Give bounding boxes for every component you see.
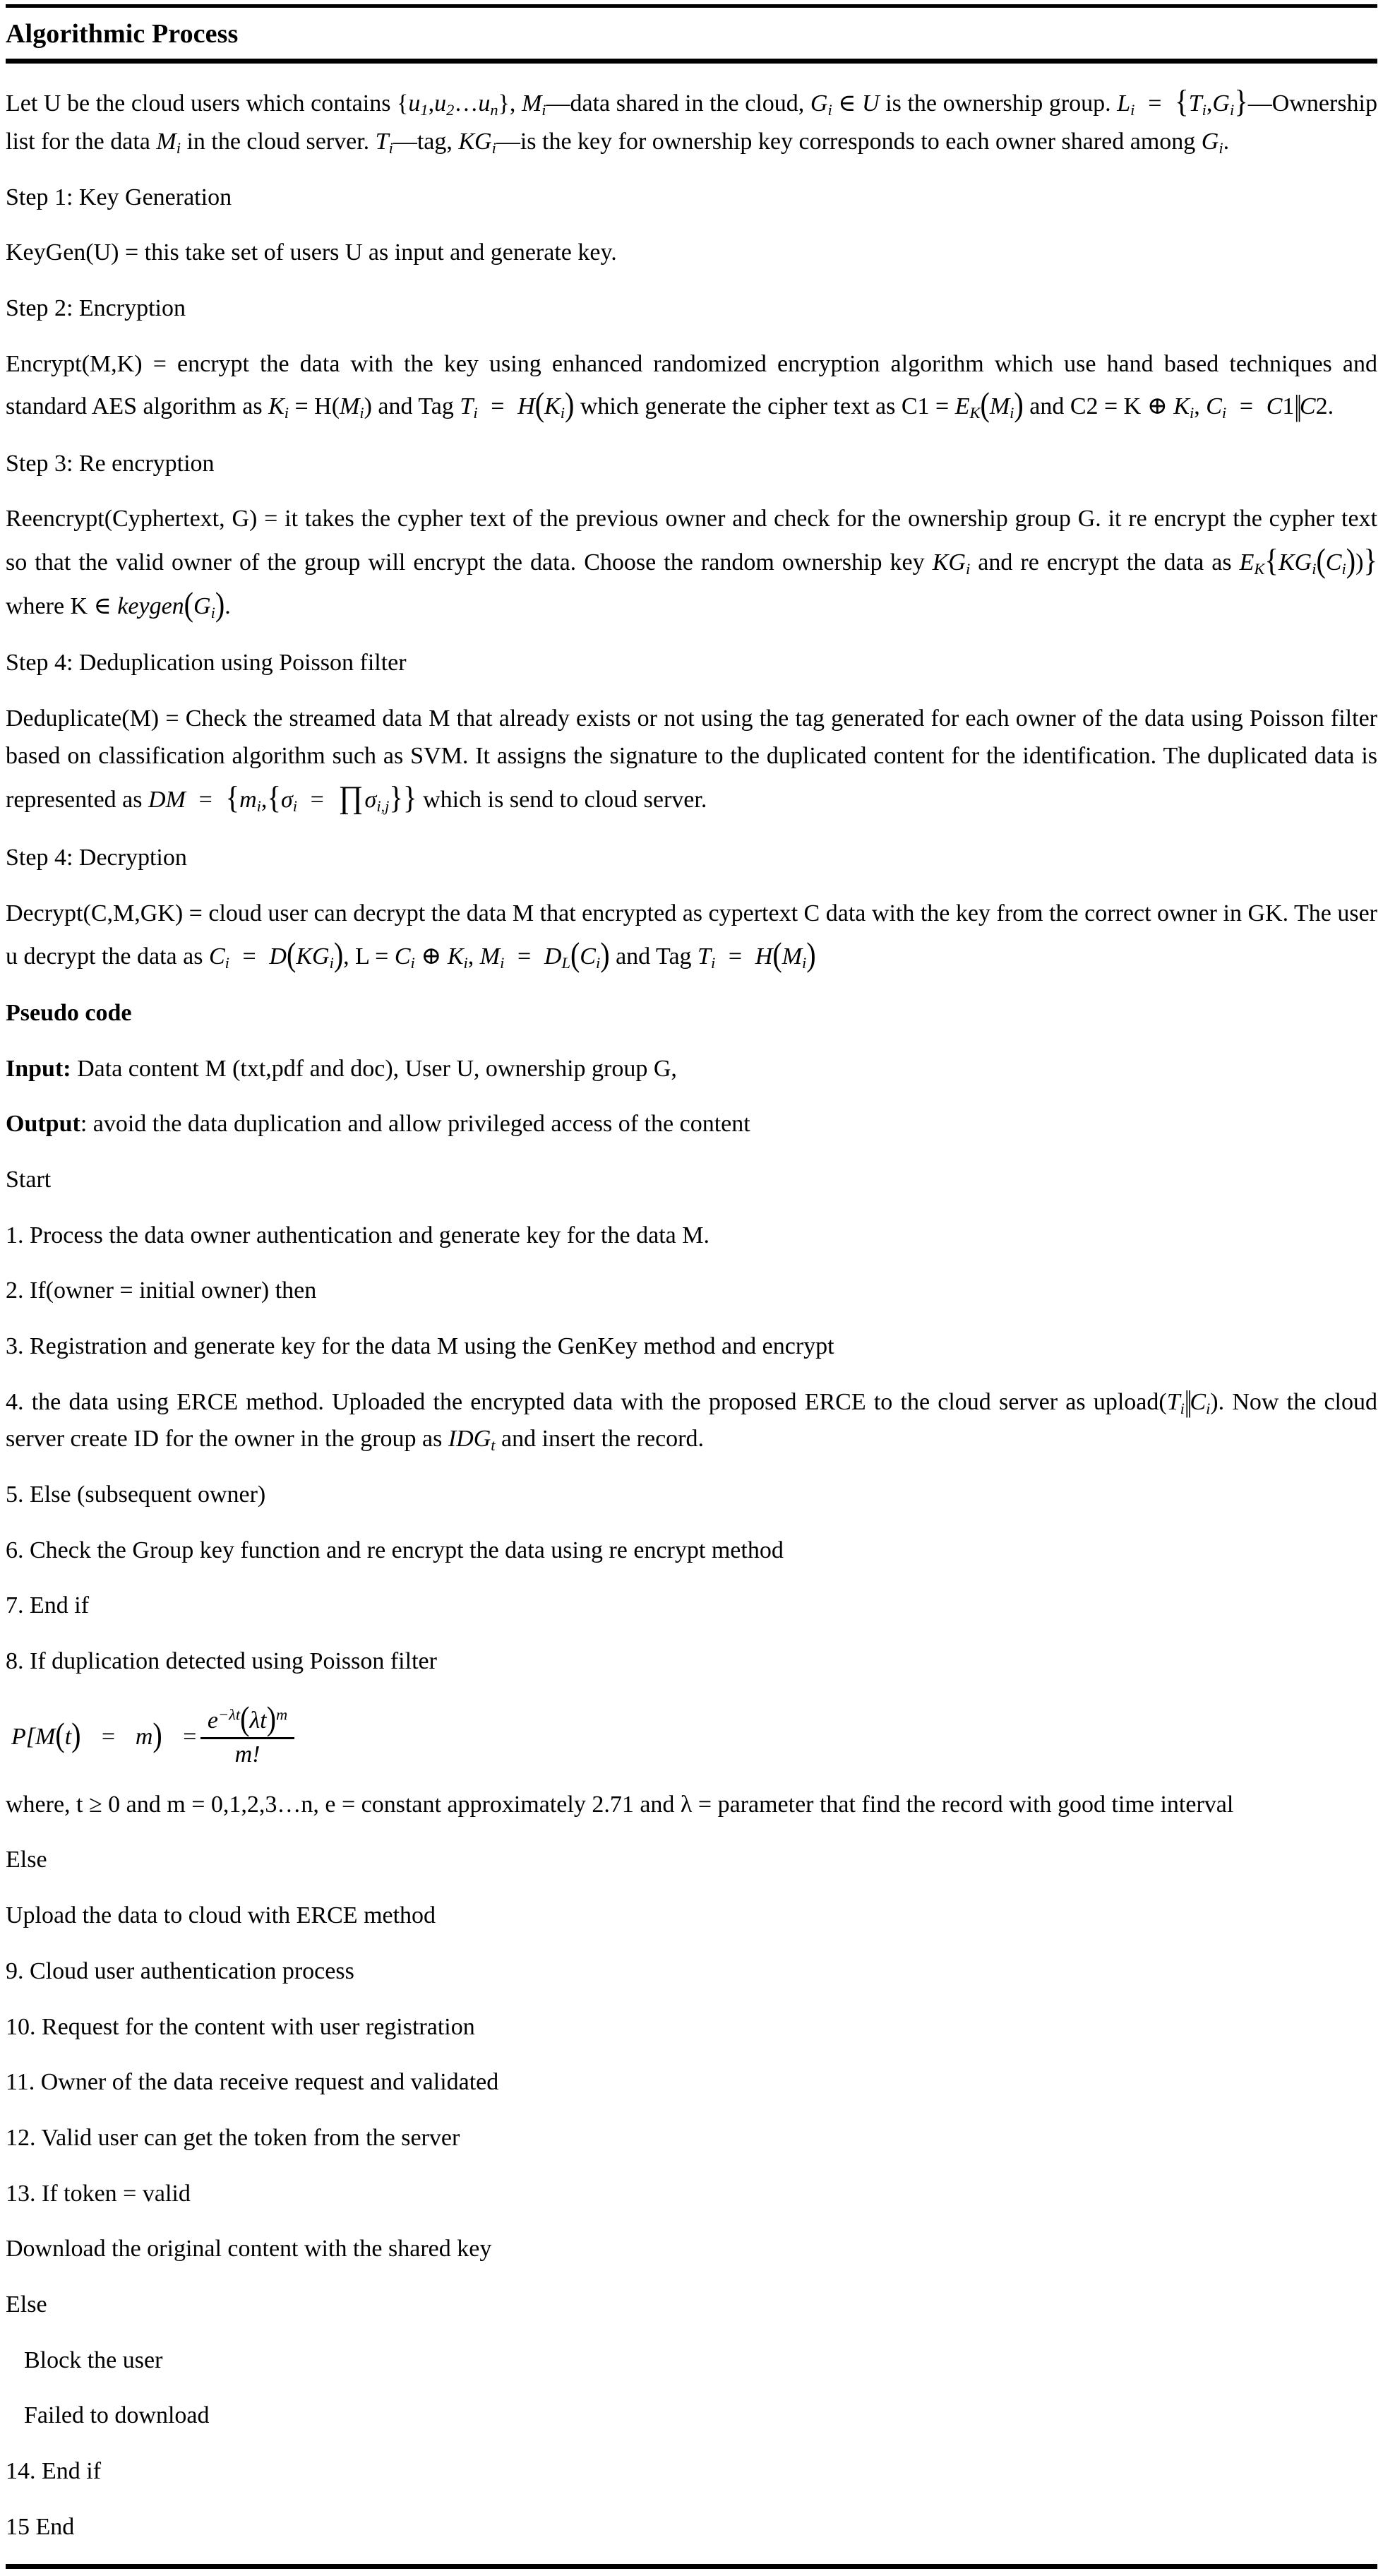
- pseudocode-upload-line: Upload the data to cloud with ERCE method: [6, 1902, 436, 1929]
- algorithm-document-page: [0, 4, 1383, 2569]
- pseudocode-heading: Pseudo code: [6, 999, 132, 1026]
- intro-paragraph: Let U be the cloud users which contains $\{u_1,u_2\dots u_n\}$, $M_i—data$ shared in the cloud, $G_i$ ∈ U is the ownership group. $L_i$ = $\{T_i,G_i\}—Ownership$ list for the data $M_i$ in the cloud server. $T_i—tag$, $KG_i—is$ the key for ownership key corresponds to each owner shared among $G_i$.: [6, 83, 1377, 157]
- step-4-dedup-heading: Step 4: Deduplication using Poisson filter: [6, 650, 407, 676]
- poisson-formula-lhs: P[M(t) = m) =: [11, 1716, 198, 1754]
- step-4-decrypt-heading: Step 4: Decryption: [6, 845, 187, 871]
- pseudocode-line-12: 12. Valid user can get the token from the server: [6, 2124, 460, 2151]
- pseudocode-line-13: 13. If token = valid: [6, 2180, 191, 2207]
- poisson-numerator: $e^{-\lambda t}(\lambda t)^m$: [207, 1699, 288, 1737]
- step-2-body: Encrypt(M,K) = encrypt the data with the key using enhanced randomized encryption algorithm which use hand based techniques and standard AES algorithm as $K_i = H(M_i)$ and Tag $T_i = H(K_i)$ which generate the cipher text as $C1 = E_K(M_i)$ and C2 = K ⊕ $K_i$, $C_i = C1||C2$.: [6, 350, 1377, 424]
- pseudocode-line-4: 4. the data using ERCE method. Uploaded the encrypted data with the proposed ERCE to the cloud server as $upload(T_i||C_i)$. Now the cloud server create ID for the owner in the group as $IDG_t$ and insert the record.: [6, 1385, 1377, 1455]
- output-text: : avoid the data duplication and allow privileged access of the content: [80, 1111, 750, 1138]
- step-1-heading: Step 1: Key Generation: [6, 184, 232, 210]
- pseudocode-else-1: Else: [6, 1847, 47, 1873]
- pseudocode-line-10: 10. Request for the content with user registration: [6, 2013, 475, 2040]
- step-3-body: Reencrypt(Cyphertext, G) = it takes the cypher text of the previous owner and check for the ownership group G. it re encrypt the cypher text so that the valid owner of the group will encrypt the data. Choose the random ownership key $KG_i$ and re encrypt the data as $E_K\{KG_i(C_i))$} where K ∈ $keygen(G_i)$.: [6, 506, 1377, 624]
- pseudocode-download-line: Download the original content with the shared key: [6, 2236, 492, 2262]
- step-1-body: KeyGen(U) = this take set of users U as input and generate key.: [6, 239, 617, 266]
- heading-rule: [6, 59, 1377, 64]
- pseudocode-line-15: 15 End: [6, 2513, 75, 2540]
- bottom-rule: [6, 2564, 1377, 2569]
- page-title: Algorithmic Process: [6, 19, 239, 49]
- pseudocode-failed-line: Failed to download: [24, 2402, 210, 2429]
- output-label: Output: [6, 1111, 80, 1138]
- pseudocode-block-line: Block the user: [24, 2347, 163, 2373]
- step-4-dedup-body: Deduplicate(M) = Check the streamed data M that already exists or not using the tag generated for each owner of the data using Poisson filter based on classification algorithm such as SVM. It assigns the signature to the duplicated content for the identification. The duplicated data is represented as DM = {$m_i,\{\sigma_i$ = $\prod\sigma_{i,j}$}} which is send to cloud server.: [6, 705, 1377, 816]
- pseudocode-line-7: 7. End if: [6, 1592, 90, 1619]
- pseudocode-line-8: 8. If duplication detected using Poisson filter: [6, 1648, 437, 1675]
- pseudocode-input-line: [6, 1051, 1377, 1088]
- pseudocode-output-line: [6, 1106, 1377, 1143]
- pseudocode-where-text: where, t ≥ 0 and m = 0,1,2,3…n, e = constant approximately 2.71 and λ = parameter that find the record with good time interval: [6, 1791, 1234, 1818]
- step-3-heading: Step 3: Re encryption: [6, 450, 215, 477]
- pseudocode-line-6: 6. Check the Group key function and re encrypt the data using re encrypt method: [6, 1537, 784, 1563]
- top-rule: [6, 4, 1377, 8]
- poisson-formula: [6, 1699, 1377, 1768]
- pseudocode-else-2: Else: [6, 2291, 47, 2318]
- pseudocode-line-9: 9. Cloud user authentication process: [6, 1957, 354, 1984]
- poisson-fraction: [200, 1699, 294, 1768]
- pseudocode-line-11: 11. Owner of the data receive request and validated: [6, 2069, 499, 2096]
- pseudocode-start: Start: [6, 1166, 52, 1193]
- pseudocode-line-2: 2. If(owner = initial owner) then: [6, 1277, 317, 1304]
- step-2-heading: Step 2: Encryption: [6, 294, 186, 321]
- pseudocode-line-5: 5. Else (subsequent owner): [6, 1481, 266, 1508]
- pseudocode-line-14: 14. End if: [6, 2458, 102, 2485]
- input-label: Input:: [6, 1055, 71, 1082]
- input-text: Data content M (txt,pdf and doc), User U, ownership group G,: [77, 1055, 677, 1082]
- poisson-denominator: m!: [200, 1737, 294, 1768]
- pseudocode-line-3: 3. Registration and generate key for the data M using the GenKey method and encrypt: [6, 1332, 834, 1359]
- step-4-decrypt-body: Decrypt(C,M,GK) = cloud user can decrypt the data M that encrypted as cypertext C data with the key from the correct owner in GK. The user u decrypt the data as $C_i = D(KG_i)$, $L = C_i$ ⊕ $K_i$, $M_i = D_L(C_i)$ and Tag $T_i = H(M_i)$: [6, 900, 1377, 973]
- pseudocode-line-1: 1. Process the data owner authentication and generate key for the data M.: [6, 1222, 710, 1248]
